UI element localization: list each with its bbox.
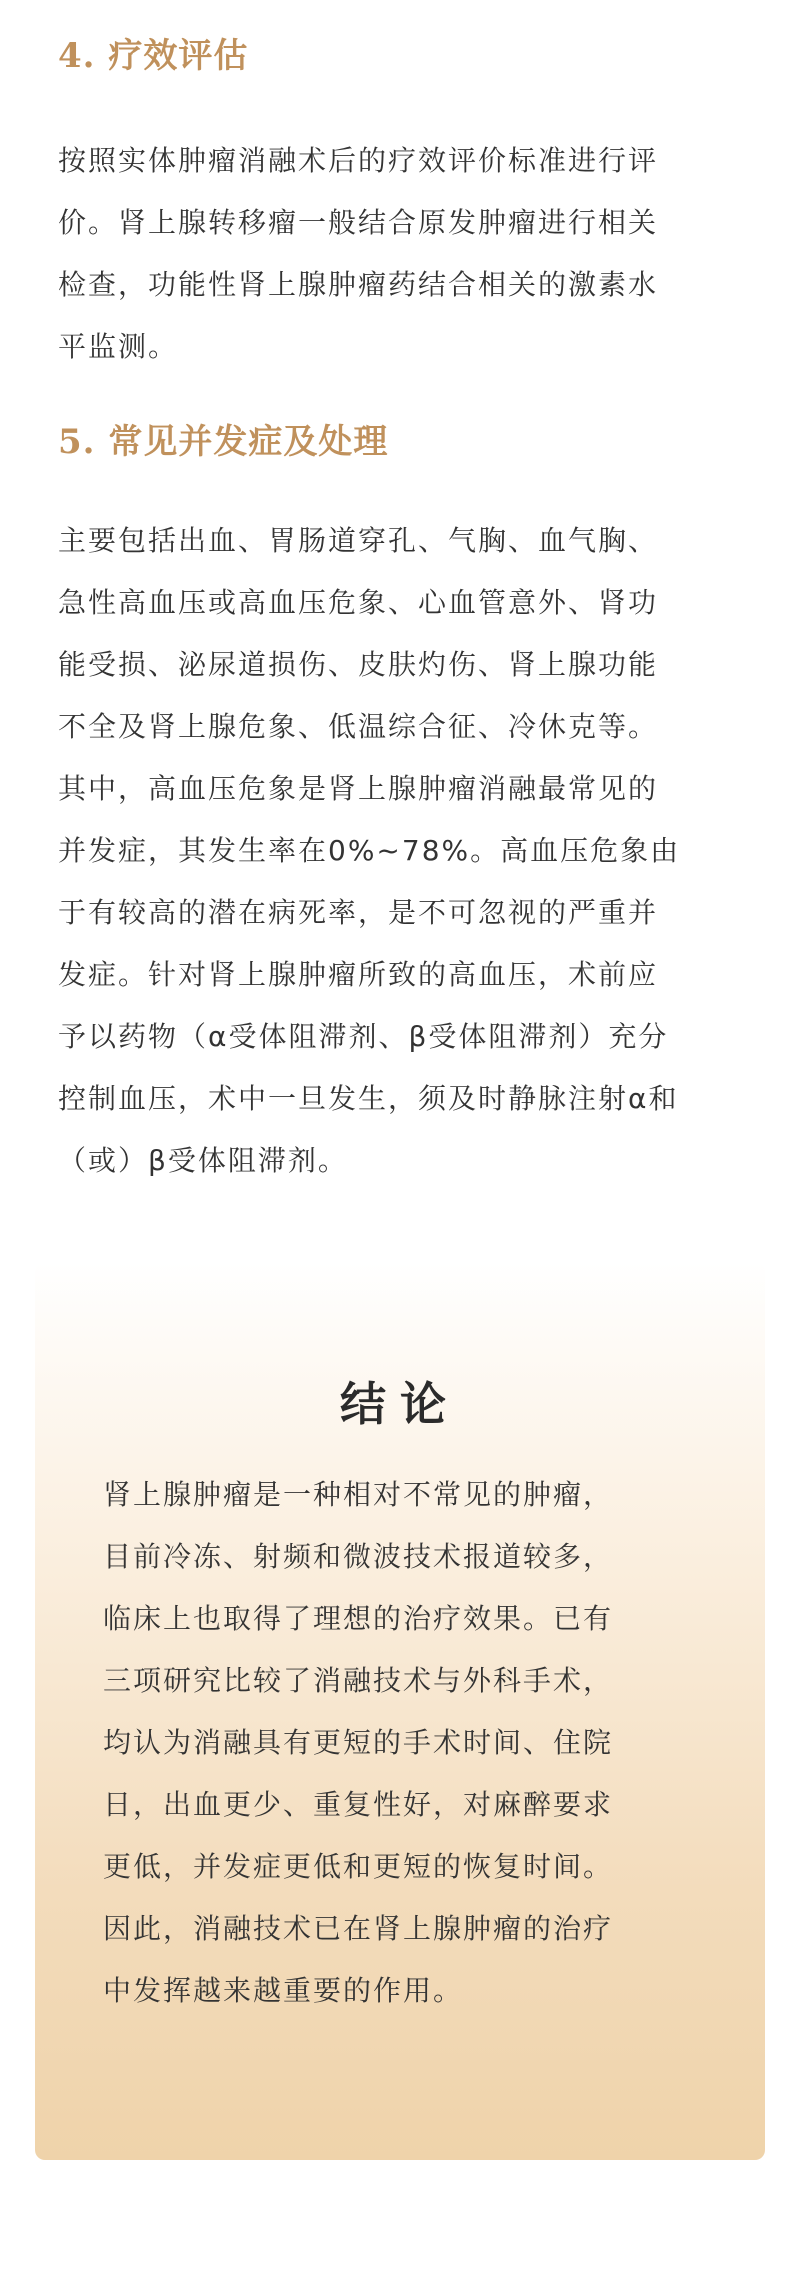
paragraph-line: 其中，高血压危象是肾上腺肿瘤消融最常见的 (58, 772, 659, 805)
paragraph-line: 发症。针对肾上腺肿瘤所致的高血压，术前应 (58, 958, 659, 991)
conclusion-paragraph (103, 1464, 707, 2022)
paragraph-line: 中发挥越来越重要的作用。 (103, 1974, 464, 2007)
paragraph-line: 并发症，其发生率在0%~78%。高血压危象由 (58, 834, 681, 867)
section-paragraph (58, 510, 742, 1192)
paragraph-line: 价。肾上腺转移瘤一般结合原发肿瘤进行相关 (58, 206, 659, 239)
paragraph-line: 检查，功能性肾上腺肿瘤药结合相关的激素水 (58, 268, 659, 301)
section-complications (58, 414, 742, 1192)
paragraph-line: （或）β受体阻滞剂。 (58, 1144, 348, 1177)
conclusion-title: 结论 (340, 1377, 460, 1431)
paragraph-line: 日，出血更少、重复性好，对麻醉要求 (103, 1788, 614, 1821)
paragraph-line: 因此，消融技术已在肾上腺肿瘤的治疗 (103, 1912, 614, 1945)
paragraph-line: 控制血压，术中一旦发生，须及时静脉注射α和 (58, 1082, 679, 1115)
paragraph-line: 不全及肾上腺危象、低温综合征、冷休克等。 (58, 710, 659, 743)
paragraph-line: 平监测。 (58, 330, 179, 363)
paragraph-line: 能受损、泌尿道损伤、皮肤灼伤、肾上腺功能 (58, 648, 659, 681)
section-heading: 5. 常见并发症及处理 (58, 422, 389, 462)
paragraph-line: 急性高血压或高血压危象、心血管意外、肾功 (58, 586, 659, 619)
paragraph-line: 予以药物（α受体阻滞剂、β受体阻滞剂）充分 (58, 1020, 669, 1053)
paragraph-line: 临床上也取得了理想的治疗效果。已有 (103, 1602, 614, 1635)
conclusion-card (35, 1262, 765, 2160)
paragraph-line: 肾上腺肿瘤是一种相对不常见的肿瘤， (103, 1478, 614, 1511)
paragraph-line: 三项研究比较了消融技术与外科手术， (103, 1664, 614, 1697)
section-efficacy-evaluation (58, 28, 742, 378)
section-paragraph (58, 130, 742, 378)
section-heading: 4. 疗效评估 (58, 36, 249, 76)
paragraph-line: 更低，并发症更低和更短的恢复时间。 (103, 1850, 614, 1883)
paragraph-line: 主要包括出血、胃肠道穿孔、气胸、血气胸、 (58, 524, 659, 557)
paragraph-line: 目前冷冻、射频和微波技术报道较多， (103, 1540, 614, 1573)
paragraph-line: 均认为消融具有更短的手术时间、住院 (103, 1726, 614, 1759)
paragraph-line: 按照实体肿瘤消融术后的疗效评价标准进行评 (58, 144, 659, 177)
paragraph-line: 于有较高的潜在病死率，是不可忽视的严重并 (58, 896, 659, 929)
